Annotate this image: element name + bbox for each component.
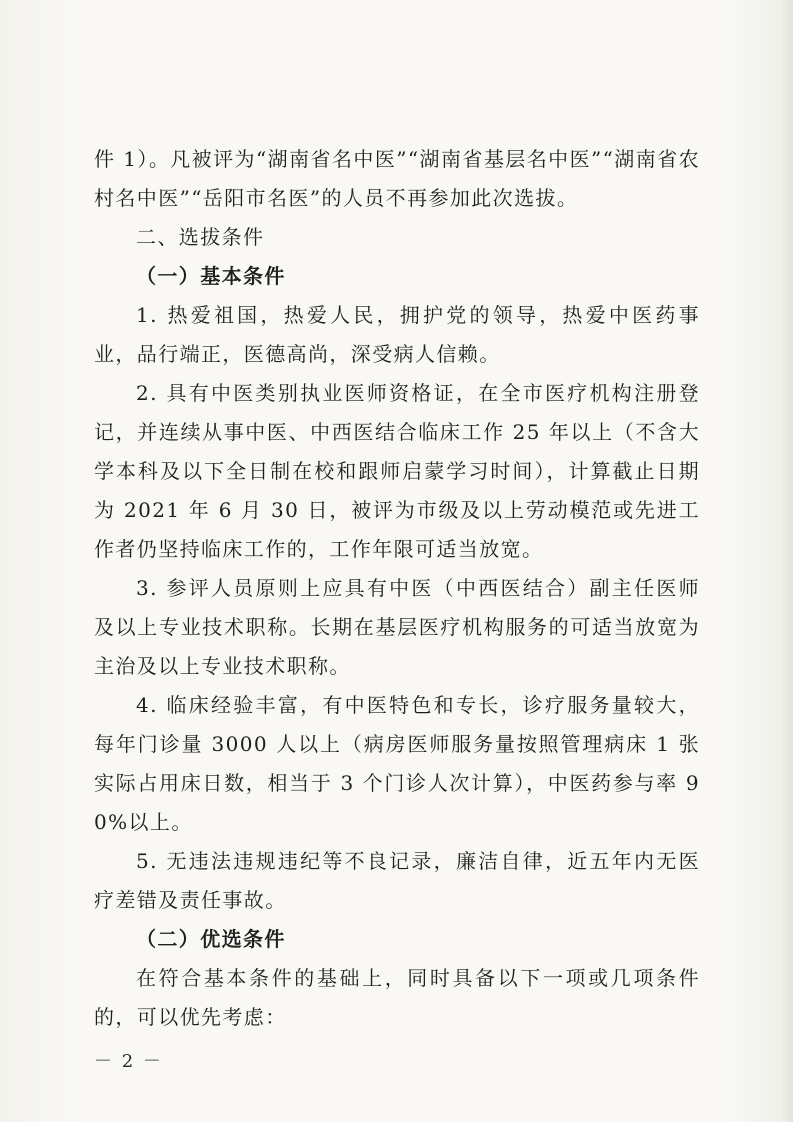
subsection-heading-preferred-conditions: （二）优选条件: [136, 927, 286, 951]
preferred-conditions-intro: 在符合基本条件的基础上，同时具备以下一项或几项条件的，可以优先考虑：: [94, 966, 700, 1029]
condition-item-5: 5. 无违法违规违纪等不良记录，廉洁自律，近五年内无医疗差错及责任事故。: [94, 849, 700, 912]
condition-item-3: 3. 参评人员原则上应具有中医（中西医结合）副主任医师及以上专业技术职称。长期在基层医疗机构服务的可适当放宽为主治及以上专业技术职称。: [94, 576, 700, 678]
page-edge-shadow: [781, 0, 793, 1122]
subsection-heading-basic-conditions: （一）基本条件: [136, 264, 286, 288]
paragraph-continuation: 件 1）。凡被评为“湖南省名中医”“湖南省基层名中医”“湖南省农村名中医”“岳阳市名医”的人员不再参加此次选拔。: [94, 147, 700, 210]
document-body: [94, 140, 700, 1037]
page-number: － 2 －: [94, 1051, 163, 1072]
condition-item-2: 2. 具有中医类别执业医师资格证，在全市医疗机构注册登记，并连续从事中医、中西医结合临床工作 25 年以上（不含大学本科及以下全日制在校和跟师启蒙学习时间），计算截止日期为 2021 年 6 月 30 日，被评为市级及以上劳动模范或先进工作者仍坚持临床工作的，工作年限可适当放宽。: [94, 381, 700, 561]
section-heading-selection-conditions: 二、选拔条件: [136, 225, 265, 249]
condition-item-1: 1. 热爱祖国，热爱人民，拥护党的领导，热爱中医药事业，品行端正，医德高尚，深受病人信赖。: [94, 303, 700, 366]
condition-item-4: 4. 临床经验丰富，有中医特色和专长，诊疗服务量较大，每年门诊量 3000 人以上（病房医师服务量按照管理病床 1 张实际占用床日数，相当于 3 个门诊人次计算），中医药参与率 90%以上。: [94, 693, 700, 834]
